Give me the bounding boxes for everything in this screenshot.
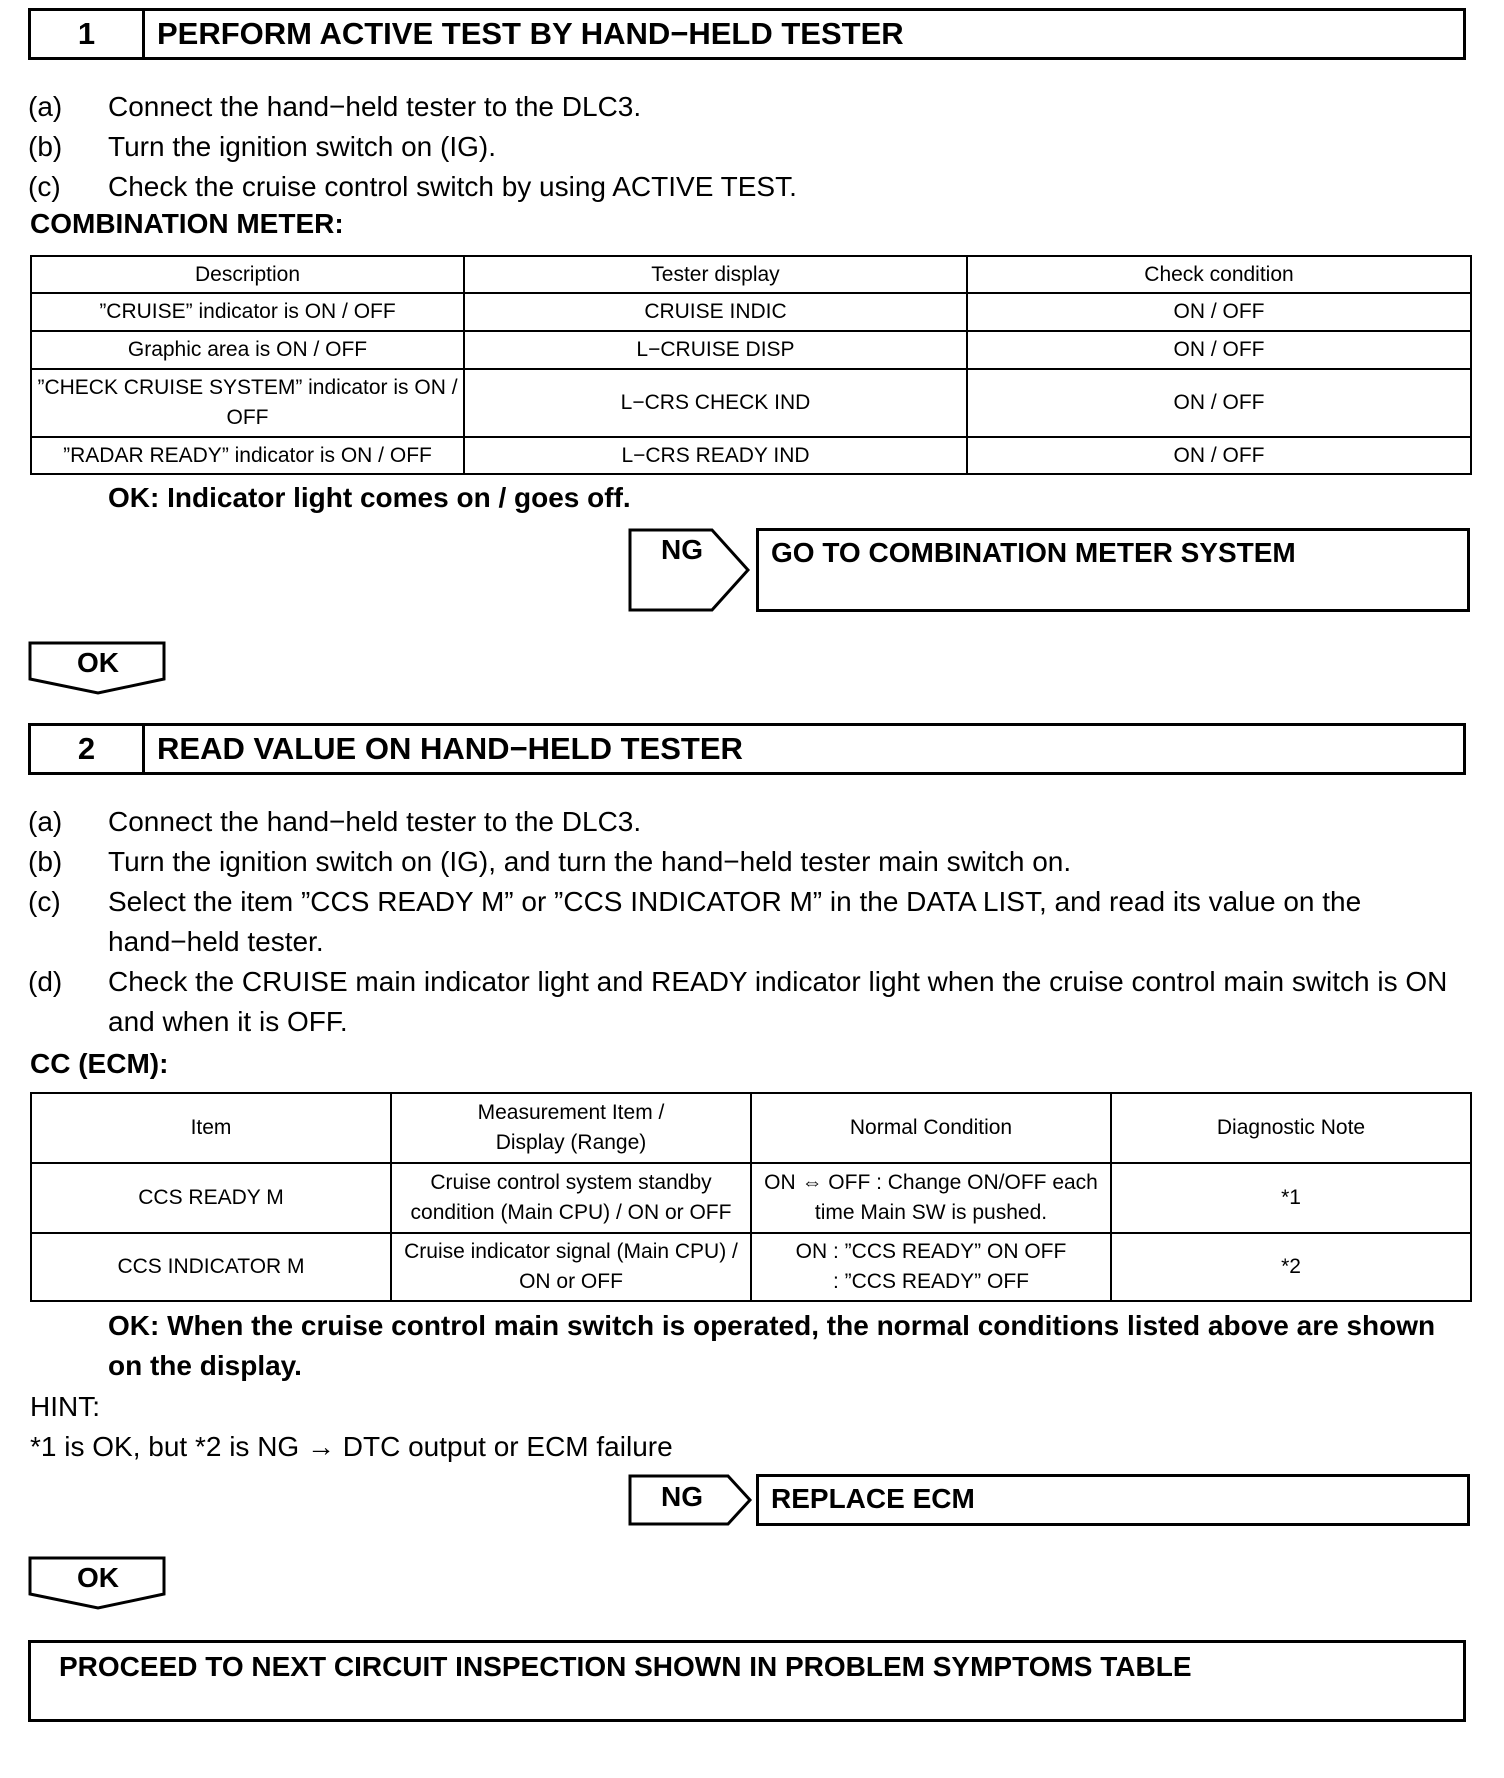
table-cell: L−CRUISE DISP: [464, 331, 967, 369]
instruction-text: Select the item ”CCS READY M” or ”CCS INDICATOR M” in the DATA LIST, and read its value on the hand−held tester.: [108, 886, 1362, 957]
step-2-number: 2: [31, 726, 145, 772]
step-1-number: 1: [31, 11, 145, 57]
column-header: Measurement Item / Display (Range): [391, 1093, 751, 1163]
table-cell: ON / OFF: [967, 369, 1471, 437]
step-2-ng-branch: [628, 1474, 758, 1526]
instruction-label: (a): [28, 91, 63, 122]
instruction-text: Turn the ignition switch on (IG).: [108, 131, 497, 162]
step-2-ok-criteria: OK: When the cruise control main switch is operated, the normal conditions listed above are shown on the display.: [108, 1310, 1436, 1381]
table-header-row: [31, 1093, 1471, 1163]
ng-label: NG: [661, 1481, 703, 1512]
instruction-item: [28, 802, 1470, 842]
instruction-label: (c): [28, 171, 61, 202]
table-row: [31, 331, 1471, 369]
step-1-ng-branch: [628, 528, 758, 612]
hint-title: HINT:: [30, 1391, 100, 1422]
step-1-instructions: [28, 87, 1470, 207]
instruction-item: [28, 127, 1470, 167]
instruction-text: Check the CRUISE main indicator light and READY indicator light when the cruise control main switch is ON and when it is OFF.: [108, 966, 1448, 1037]
table-cell: ON / OFF: [967, 331, 1471, 369]
table-cell: Cruise indicator signal (Main CPU) / ON or OFF: [391, 1233, 751, 1301]
step-2-instructions: [28, 802, 1470, 1042]
column-header: Check condition: [967, 256, 1471, 293]
table-row: [31, 437, 1471, 474]
instruction-text: Connect the hand−held tester to the DLC3.: [108, 91, 642, 122]
ng-action-box: REPLACE ECM: [756, 1474, 1470, 1526]
ok-label: OK: [77, 1562, 119, 1593]
instruction-item: [28, 842, 1470, 882]
column-header: Tester display: [464, 256, 967, 293]
table-cell: CCS INDICATOR M: [31, 1233, 391, 1301]
table-header-row: [31, 256, 1471, 293]
instruction-text: Connect the hand−held tester to the DLC3.: [108, 806, 642, 837]
instruction-item: [28, 962, 1470, 1042]
instruction-label: (a): [28, 806, 63, 837]
final-action-box: PROCEED TO NEXT CIRCUIT INSPECTION SHOWN IN PROBLEM SYMPTOMS TABLE: [28, 1640, 1466, 1722]
column-header: Diagnostic Note: [1111, 1093, 1471, 1163]
combination-meter-table: [30, 255, 1472, 475]
hint-text: *1 is OK, but *2 is NG → DTC output or ECM failure: [30, 1431, 673, 1462]
instruction-item: [28, 882, 1470, 962]
instruction-item: [28, 87, 1470, 127]
ng-action-box: GO TO COMBINATION METER SYSTEM: [756, 528, 1470, 612]
ng-label: NG: [661, 534, 703, 565]
instruction-item: [28, 167, 1470, 207]
table-row: [31, 1233, 1471, 1301]
step-1-title: PERFORM ACTIVE TEST BY HAND−HELD TESTER: [157, 16, 904, 51]
table-cell: Graphic area is ON / OFF: [31, 331, 464, 369]
instruction-label: (b): [28, 131, 63, 162]
cc-ecm-label: CC (ECM):: [30, 1048, 169, 1079]
step-2-ok-branch: [28, 1556, 168, 1610]
table-row: [31, 369, 1471, 437]
instruction-text: Turn the ignition switch on (IG), and turn the hand−held tester main switch on.: [108, 846, 1072, 877]
table-cell: ”RADAR READY” indicator is ON / OFF: [31, 437, 464, 474]
ok-label: OK: [77, 647, 119, 678]
step-2-title: READ VALUE ON HAND−HELD TESTER: [157, 731, 743, 766]
instruction-label: (c): [28, 886, 61, 917]
table-cell: *1: [1111, 1163, 1471, 1233]
table-cell: ON : ”CCS READY” ON OFF : ”CCS READY” OFF: [751, 1233, 1111, 1301]
table-cell: ”CHECK CRUISE SYSTEM” indicator is ON / OFF: [31, 369, 464, 437]
table-cell: CRUISE INDIC: [464, 293, 967, 331]
table-cell: CCS READY M: [31, 1163, 391, 1233]
instruction-label: (b): [28, 846, 63, 877]
cc-ecm-table: [30, 1092, 1472, 1302]
table-cell: ON / OFF: [967, 437, 1471, 474]
table-cell: L−CRS CHECK IND: [464, 369, 967, 437]
step-1-ok-branch: [28, 641, 168, 695]
combination-meter-label: COMBINATION METER:: [30, 208, 344, 239]
instruction-text: Check the cruise control switch by using ACTIVE TEST.: [108, 171, 797, 202]
column-header: Description: [31, 256, 464, 293]
step-2-header: [28, 723, 1466, 775]
table-cell: L−CRS READY IND: [464, 437, 967, 474]
table-cell: Cruise control system standby condition (Main CPU) / ON or OFF: [391, 1163, 751, 1233]
table-cell: *2: [1111, 1233, 1471, 1301]
table-cell: ON ⇔ OFF : Change ON/OFF each time Main SW is pushed.: [751, 1163, 1111, 1233]
step-1-ok-criteria: OK: Indicator light comes on / goes off.: [108, 482, 631, 513]
column-header: Item: [31, 1093, 391, 1163]
column-header: Normal Condition: [751, 1093, 1111, 1163]
table-row: [31, 1163, 1471, 1233]
table-row: [31, 293, 1471, 331]
step-1-header: [28, 8, 1466, 60]
table-cell: ”CRUISE” indicator is ON / OFF: [31, 293, 464, 331]
table-cell: ON / OFF: [967, 293, 1471, 331]
instruction-label: (d): [28, 966, 63, 997]
